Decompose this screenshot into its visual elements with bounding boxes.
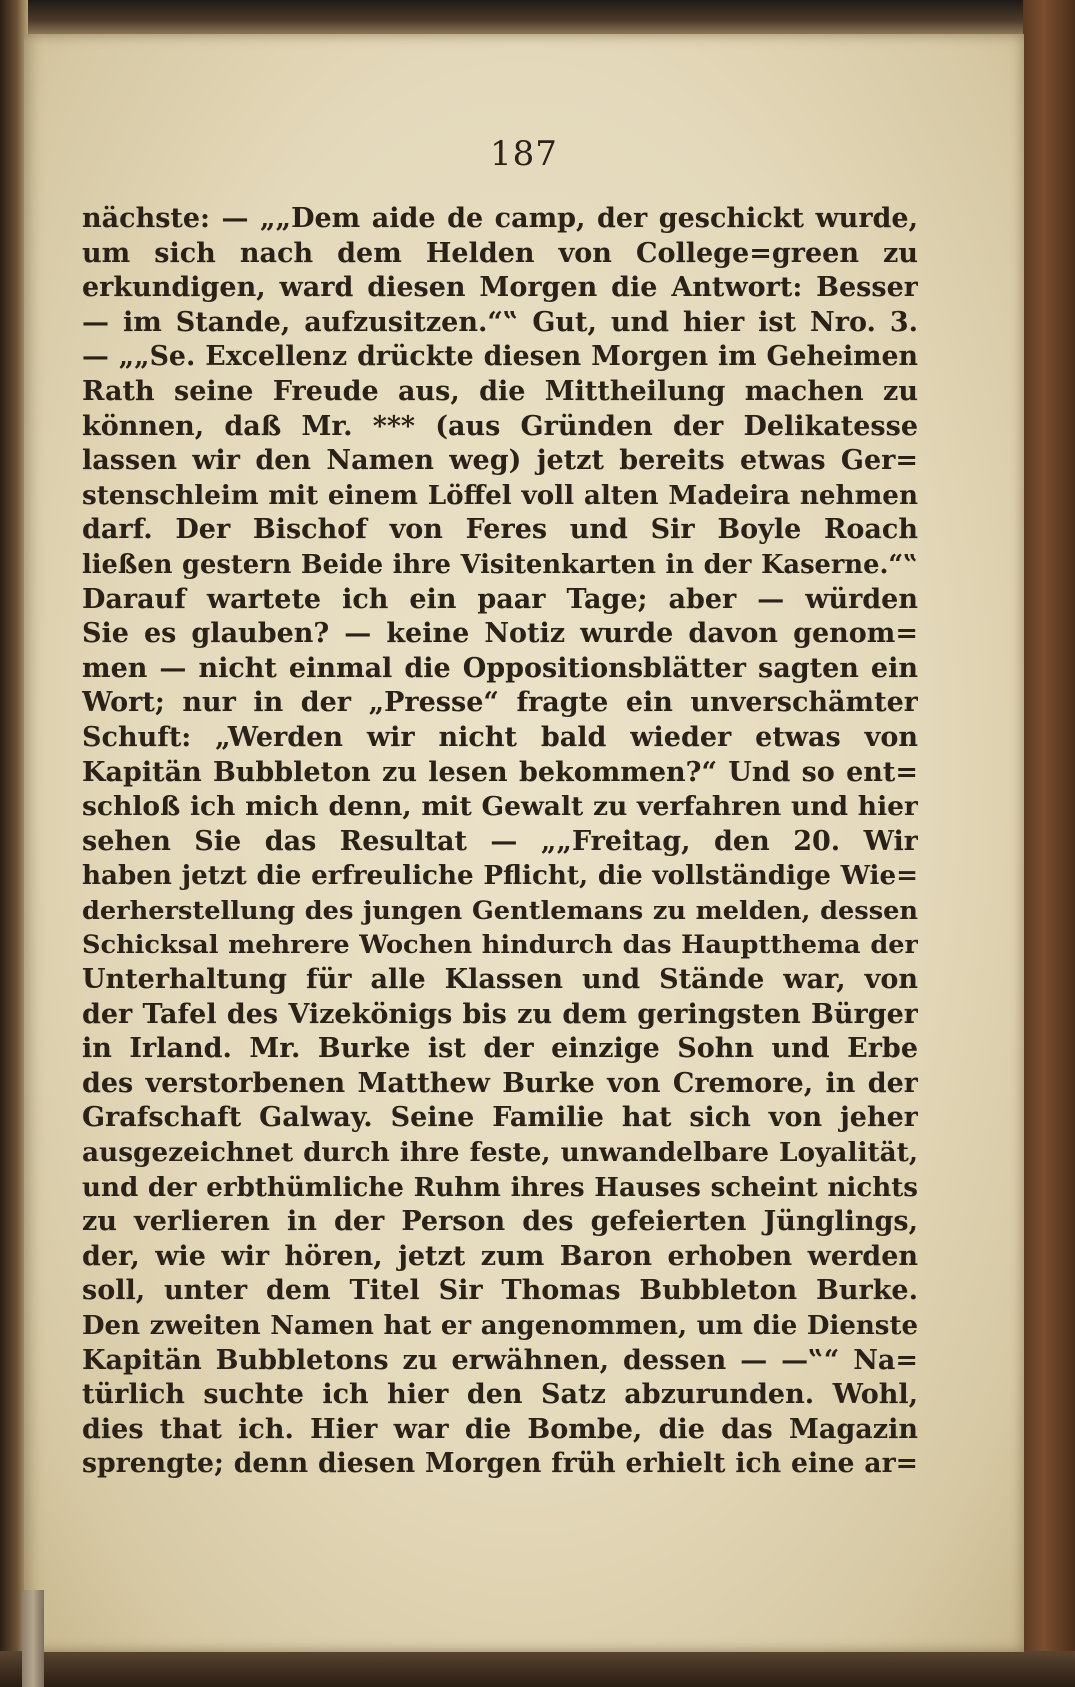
text-line: schloß ich mich denn, mit Gewalt zu verfahren und hier [82,791,918,823]
text-line: soll, unter dem Titel Sir Thomas Bubbleton Burke. [82,1275,918,1307]
book-cover-bottom [0,1651,1075,1687]
text-line: der Tafel des Vizekönigs bis zu dem geringsten Bürger [82,998,918,1030]
text-line: Schicksal mehrere Wochen hindurch das Hauptthema der [82,930,918,961]
page-body-text [82,202,918,1482]
text-line: Wort; nur in der „Presse“ fragte ein unverschämter [82,687,918,719]
text-line: lassen wir den Namen weg) jetzt bereits etwas Ger= [82,445,918,477]
book-cover-right [1023,0,1075,1687]
text-line: der, wie wir hören, jetzt zum Baron erhoben werden [82,1240,918,1272]
text-line: des verstorbenen Matthew Burke von Cremore, in der [82,1067,918,1099]
book-edge-top [0,0,1075,34]
text-line: — „„Se. Excellenz drückte diesen Morgen im Geheimen [82,341,918,373]
bookmark-ribbon [22,1590,44,1687]
text-line: haben jetzt die erfreuliche Pflicht, die vollständige Wie= [82,860,918,892]
text-line: men — nicht einmal die Oppositionsblätter sagten ein [82,652,918,684]
text-line: und der erbthümliche Ruhm ihres Hauses scheint nichts [82,1171,918,1203]
text-line: erkundigen, ward diesen Morgen die Antwort: Besser [82,272,918,304]
text-line: Kapitän Bubbleton zu lesen bekommen?“ Und so ent= [82,756,918,788]
text-line: Den zweiten Namen hat er angenommen, um die Dienste [82,1311,918,1341]
text-line: Unterhaltung für alle Klassen und Stände war, von [82,964,918,996]
text-line: in Irland. Mr. Burke ist der einzige Sohn und Erbe [82,1033,918,1065]
text-line: Sie es glauben? — keine Notiz wurde davon genom= [82,618,918,650]
book-page [24,34,1024,1652]
text-line: sprengte; denn diesen Morgen früh erhielt ich eine ar= [82,1448,918,1480]
text-line: um sich nach dem Helden von College=green zu [82,237,918,269]
text-line: zu verlieren in der Person des gefeierten Jünglings, [82,1206,918,1238]
text-line: sehen Sie das Resultat — „„Freitag, den 20. Wir [82,825,918,857]
text-line: ließen gestern Beide ihre Visitenkarten in der Kaserne.“‟ [82,549,918,580]
text-line: dies that ich. Hier war die Bombe, die das Magazin [82,1413,918,1445]
text-line: Rath seine Freude aus, die Mittheilung machen zu [82,375,918,407]
text-line: stenschleim mit einem Löffel voll alten Madeira nehmen [82,479,918,511]
text-line: derherstellung des jungen Gentlemans zu melden, dessen [82,895,918,926]
text-line: türlich suchte ich hier den Satz abzurunden. Wohl, [82,1379,918,1411]
page-number: 187 [490,134,558,174]
text-line: darf. Der Bischof von Feres und Sir Boyle Roach [82,514,918,546]
text-line: können, daß Mr. *** (aus Gründen der Delikatesse [82,410,918,442]
text-line: Darauf wartete ich ein paar Tage; aber — würden [82,583,918,615]
text-line: — im Stande, aufzusitzen.“‟ Gut, und hier ist Nro. 3. [82,306,918,338]
text-line: Grafschaft Galway. Seine Familie hat sich von jeher [82,1102,918,1134]
text-line: ausgezeichnet durch ihre feste, unwandelbare Loyalität, [82,1137,918,1169]
text-line: Schuft: „Werden wir nicht bald wieder etwas von [82,721,918,753]
text-line: nächste: — „„Dem aide de camp, der geschickt wurde, [82,203,918,234]
text-line: Kapitän Bubbletons zu erwähnen, dessen — —‟“ Na= [82,1344,918,1376]
